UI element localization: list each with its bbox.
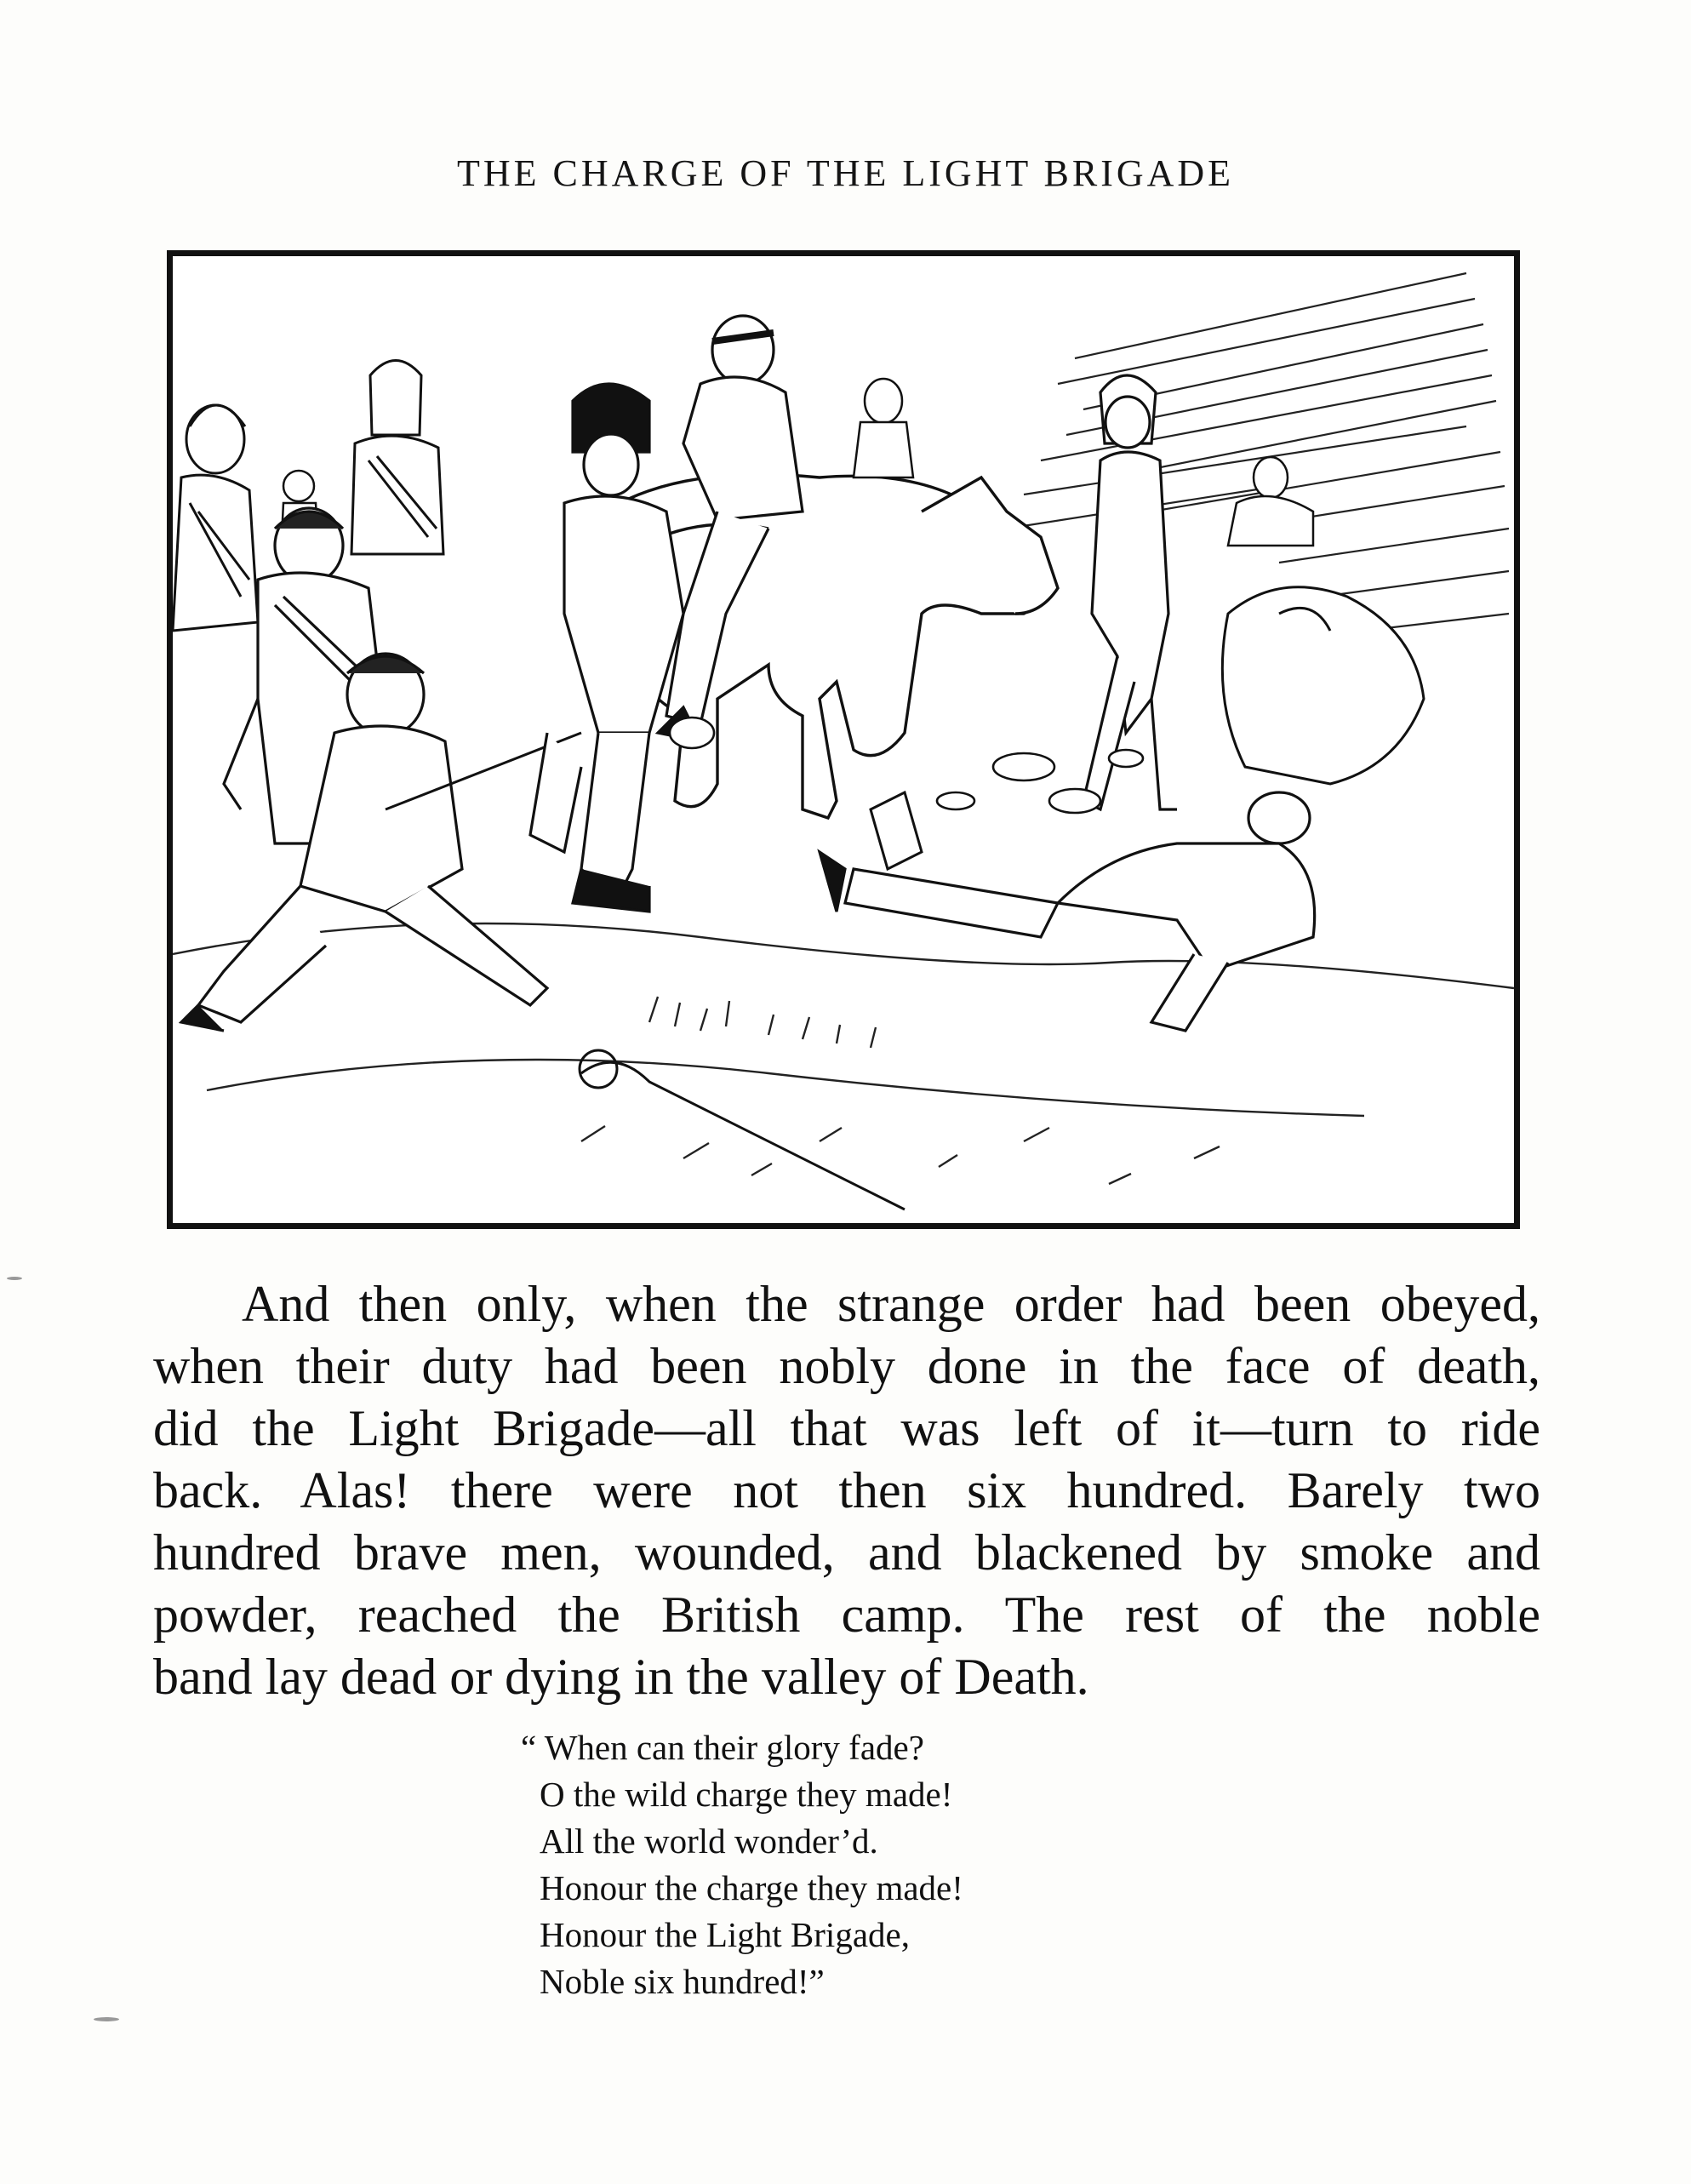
paper-speck — [7, 1277, 22, 1280]
prose-line: when their duty had been nobly done in the face of death, — [153, 1338, 1540, 1394]
prose-line: powder, reached the British camp. The rest of the noble — [153, 1587, 1540, 1643]
illustration-plate — [167, 250, 1520, 1229]
running-head: THE CHARGE OF THE LIGHT BRIGADE — [456, 152, 1235, 194]
prose-line: band lay dead or dying in the valley of Death. — [153, 1649, 1089, 1705]
verse-line: Noble six hundred!” — [540, 1962, 825, 2001]
soldier-standing-right — [1083, 375, 1177, 809]
soldier-left-background — [173, 405, 258, 631]
fallen-horse — [1222, 587, 1424, 784]
officer-background — [854, 379, 913, 477]
verse-quotation — [521, 1724, 963, 2005]
verse-line: Honour the Light Brigade, — [540, 1915, 910, 1954]
soldier-reclining-right — [1228, 457, 1313, 546]
sky-hatching — [1007, 273, 1509, 631]
verse-line: “ When can their glory fade? — [521, 1728, 924, 1767]
paper-speck — [94, 2017, 119, 2021]
verse-line: O the wild charge they made! — [540, 1775, 953, 1814]
soldier-kneeling — [181, 654, 547, 1031]
ground-strokes — [173, 923, 1514, 1184]
prose-paragraph — [153, 1273, 1540, 1708]
soldier-leading-horse — [530, 384, 683, 912]
prose-line: back. Alas! there were not then six hundred. Barely two — [153, 1462, 1540, 1518]
prose-line: And then only, when the strange order had been obeyed, — [242, 1276, 1540, 1332]
prose-line: hundred brave men, wounded, and blackened by smoke and — [153, 1524, 1540, 1581]
horse-hoof — [871, 792, 922, 869]
prose-line: did the Light Brigade—all that was left of it—turn to ride — [153, 1400, 1540, 1456]
verse-line: Honour the charge they made! — [540, 1868, 963, 1907]
battlefield-illustration — [173, 256, 1514, 1223]
soldier-busby-background — [351, 361, 443, 555]
verse-line: All the world wonder’d. — [540, 1821, 878, 1861]
